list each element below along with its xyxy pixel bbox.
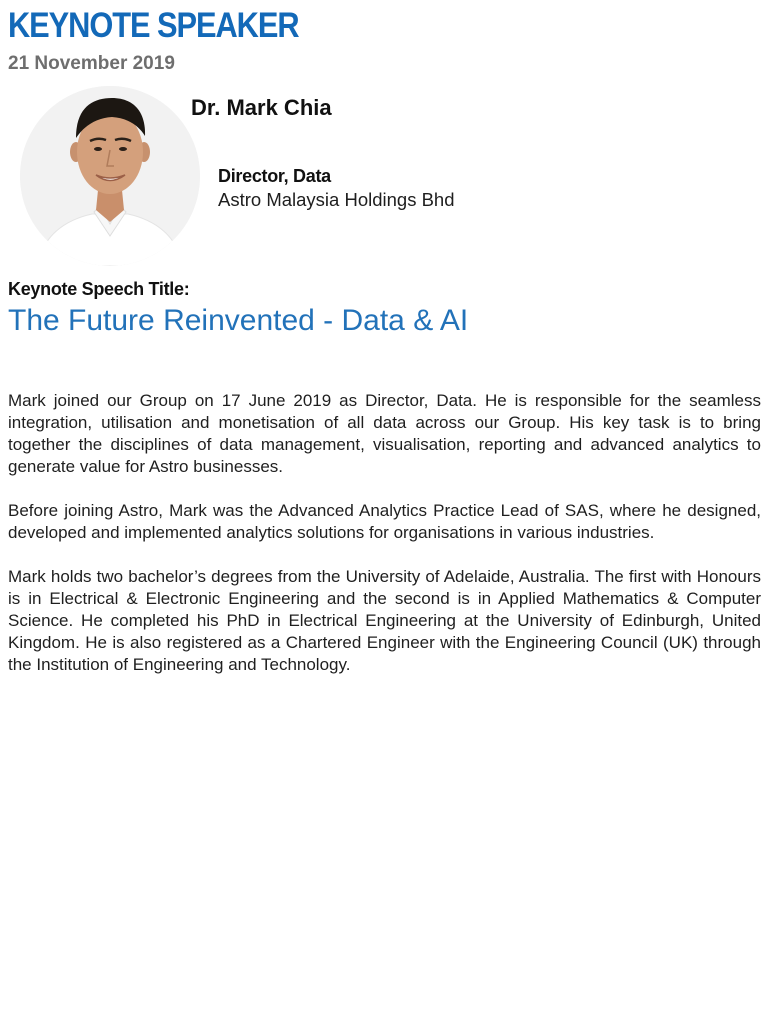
- event-date: 21 November 2019: [8, 53, 175, 74]
- keynote-title: The Future Reinvented - Data & AI: [8, 304, 469, 337]
- speaker-name: Dr. Mark Chia: [191, 95, 332, 120]
- bio-paragraph: Before joining Astro, Mark was the Advanced Analytics Practice Lead of SAS, where he designed, developed and implemented analytics solutions for organisations in various industries.: [8, 501, 761, 542]
- keynote-label: Keynote Speech Title:: [8, 279, 190, 299]
- speaker-portrait-icon: [20, 86, 200, 266]
- page-heading: KEYNOTE SPEAKER: [8, 6, 299, 45]
- bio-paragraph: Mark holds two bachelor’s degrees from the University of Adelaide, Australia. The first with Honours is in Electrical & Electronic Engineering and the second is in Applied Mathematics & Computer Science. He completed his PhD in Electrical Engineering at the University of Edinburgh, United Kingdom. He is also registered as a Chartered Engineer with the Engineering Council (UK) through the Institution of Engineering and Technology.: [8, 567, 761, 674]
- speaker-company: Astro Malaysia Holdings Bhd: [218, 189, 455, 210]
- speaker-photo: [20, 86, 200, 266]
- speaker-role: Director, Data: [218, 166, 331, 186]
- speaker-bio: [8, 390, 761, 698]
- bio-paragraph: Mark joined our Group on 17 June 2019 as Director, Data. He is responsible for the seamless integration, utilisation and monetisation of all data across our Group. His key task is to bring together the disciplines of data management, visualisation, reporting and advanced analytics to generate value for Astro businesses.: [8, 391, 761, 476]
